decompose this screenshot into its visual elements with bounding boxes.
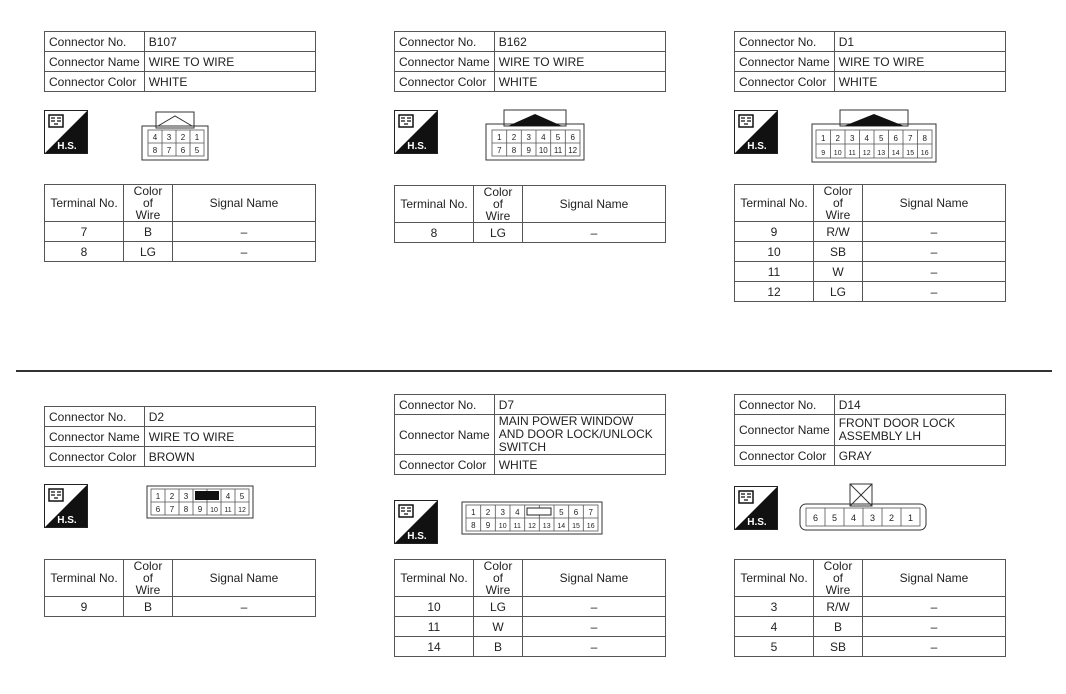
- svg-text:4: 4: [541, 133, 546, 142]
- table-row: 9 B –: [45, 597, 316, 617]
- svg-text:15: 15: [906, 150, 915, 157]
- svg-text:16: 16: [920, 150, 929, 157]
- table-row: 10 LG –: [395, 597, 666, 617]
- svg-text:5: 5: [559, 508, 564, 517]
- connector-color-value: GRAY: [834, 446, 1005, 466]
- label-connector-name: Connector Name: [735, 52, 835, 72]
- svg-text:3: 3: [526, 133, 531, 142]
- svg-text:6: 6: [180, 146, 186, 155]
- header-color-of-wire: Color of Wire: [474, 186, 523, 223]
- svg-text:5: 5: [239, 492, 245, 501]
- connector-name-value: WIRE TO WIRE: [834, 52, 1005, 72]
- terminal-table-d14: [734, 559, 1006, 657]
- svg-text:7: 7: [588, 508, 593, 517]
- header-terminal-no: Terminal No.: [395, 186, 474, 223]
- svg-text:H.S.: H.S.: [407, 531, 427, 542]
- svg-text:5: 5: [878, 134, 884, 143]
- svg-text:4: 4: [515, 508, 520, 517]
- connector-name-value: WIRE TO WIRE: [494, 52, 665, 72]
- svg-text:2: 2: [888, 513, 895, 523]
- header-terminal-no: Terminal No.: [735, 185, 814, 222]
- header-signal-name: Signal Name: [523, 560, 666, 597]
- header-color-of-wire: Color of Wire: [474, 560, 523, 597]
- svg-text:H.S.: H.S.: [747, 517, 767, 528]
- pin-grid: [148, 130, 204, 156]
- svg-text:H.S.: H.S.: [57, 515, 77, 526]
- svg-text:14: 14: [891, 150, 900, 157]
- svg-text:3: 3: [183, 492, 189, 501]
- label-connector-no: Connector No.: [735, 32, 835, 52]
- label-connector-color: Connector Color: [395, 455, 495, 475]
- svg-text:1: 1: [907, 513, 914, 523]
- connector-name-value: FRONT DOOR LOCK ASSEMBLY LH: [834, 415, 1005, 446]
- svg-text:4: 4: [152, 133, 158, 142]
- connector-d7: [394, 394, 666, 475]
- connector-color-value: WHITE: [144, 72, 315, 92]
- terminal-table-b107: [44, 184, 316, 262]
- svg-text:10: 10: [498, 523, 507, 530]
- header-signal-name: Signal Name: [173, 560, 316, 597]
- svg-text:1: 1: [497, 133, 502, 142]
- label-connector-name: Connector Name: [45, 427, 145, 447]
- label-connector-no: Connector No.: [735, 395, 835, 415]
- terminal-table-b162: [394, 185, 666, 243]
- svg-text:12: 12: [528, 523, 536, 530]
- svg-text:5: 5: [831, 513, 838, 523]
- connector-no-value: B162: [494, 32, 665, 52]
- connector-d2: [44, 406, 316, 467]
- connector-color-value: BROWN: [144, 447, 315, 467]
- terminal-table-d2: [44, 559, 316, 617]
- svg-text:1: 1: [820, 134, 826, 143]
- svg-text:2: 2: [511, 133, 517, 142]
- connector-name-value: WIRE TO WIRE: [144, 427, 315, 447]
- terminal-table-d7: [394, 559, 666, 657]
- svg-text:H.S.: H.S.: [57, 141, 77, 152]
- svg-text:6: 6: [570, 133, 575, 142]
- svg-text:2: 2: [485, 508, 491, 517]
- svg-text:4: 4: [225, 492, 231, 501]
- label-connector-color: Connector Color: [45, 72, 145, 92]
- svg-text:13: 13: [877, 150, 886, 157]
- svg-text:4: 4: [864, 134, 869, 143]
- label-connector-name: Connector Name: [45, 52, 145, 72]
- svg-text:3: 3: [166, 133, 172, 142]
- hs-icon: [44, 484, 88, 528]
- header-terminal-no: Terminal No.: [395, 560, 474, 597]
- hs-icon: [44, 110, 88, 154]
- svg-text:6: 6: [893, 134, 898, 143]
- svg-text:10: 10: [210, 507, 218, 514]
- svg-text:5: 5: [555, 133, 561, 142]
- connector-d7-face: [460, 500, 604, 541]
- label-connector-name: Connector Name: [395, 415, 495, 455]
- header-color-of-wire: Color of Wire: [814, 185, 863, 222]
- header-signal-name: Signal Name: [863, 185, 1006, 222]
- label-connector-name: Connector Name: [395, 52, 495, 72]
- svg-text:8: 8: [922, 134, 927, 143]
- hs-icon: [734, 110, 778, 154]
- svg-text:3: 3: [869, 513, 876, 523]
- connector-d14-face: [798, 482, 928, 537]
- terminal-table-d1: [734, 184, 1006, 302]
- svg-text:13: 13: [542, 523, 551, 530]
- header-terminal-no: Terminal No.: [45, 560, 124, 597]
- svg-text:11: 11: [513, 523, 521, 530]
- svg-text:2: 2: [835, 134, 840, 143]
- header-signal-name: Signal Name: [523, 186, 666, 223]
- svg-text:7: 7: [907, 134, 913, 143]
- connector-b107: [44, 31, 316, 92]
- svg-text:6: 6: [812, 513, 819, 523]
- label-connector-name: Connector Name: [735, 415, 835, 446]
- table-row: 11 W –: [735, 262, 1006, 282]
- svg-text:16: 16: [586, 523, 595, 530]
- table-row: 7 B –: [45, 222, 316, 242]
- table-row: 5 SB –: [735, 637, 1006, 657]
- table-row: 11 W –: [395, 617, 666, 637]
- svg-text:15: 15: [572, 523, 580, 530]
- svg-text:1: 1: [155, 492, 161, 501]
- svg-text:10: 10: [538, 146, 548, 155]
- svg-text:9: 9: [821, 150, 826, 157]
- table-row: 8 LG –: [45, 242, 316, 262]
- header-color-of-wire: Color of Wire: [814, 560, 863, 597]
- label-connector-no: Connector No.: [395, 32, 495, 52]
- connector-color-value: WHITE: [494, 455, 665, 475]
- connector-no-value: D14: [834, 395, 1005, 415]
- connector-color-value: WHITE: [494, 72, 665, 92]
- svg-text:9: 9: [526, 146, 531, 155]
- label-connector-color: Connector Color: [735, 72, 835, 92]
- header-terminal-no: Terminal No.: [45, 185, 124, 222]
- svg-text:4: 4: [850, 513, 857, 523]
- connector-no-value: D1: [834, 32, 1005, 52]
- hs-icon: [394, 110, 438, 154]
- hs-icon: [394, 500, 438, 544]
- svg-text:3: 3: [849, 134, 855, 143]
- connector-d14: [734, 394, 1006, 466]
- svg-text:12: 12: [862, 150, 871, 157]
- svg-text:14: 14: [557, 523, 566, 530]
- header-signal-name: Signal Name: [173, 185, 316, 222]
- connector-d2-face: [145, 484, 255, 525]
- svg-text:H.S.: H.S.: [407, 141, 427, 152]
- svg-text:7: 7: [497, 146, 502, 155]
- connector-color-value: WHITE: [834, 72, 1005, 92]
- connector-d1-face: [810, 108, 940, 169]
- svg-text:6: 6: [155, 505, 161, 514]
- label-connector-color: Connector Color: [45, 447, 145, 467]
- svg-text:9: 9: [197, 505, 203, 514]
- connector-no-value: D2: [144, 407, 315, 427]
- label-connector-no: Connector No.: [395, 395, 495, 415]
- header-signal-name: Signal Name: [863, 560, 1006, 597]
- connector-b162: [394, 31, 666, 92]
- connector-no-value: B107: [144, 32, 315, 52]
- svg-text:8: 8: [471, 521, 476, 530]
- connector-b107-face: [140, 110, 212, 167]
- svg-text:H.S.: H.S.: [747, 141, 767, 152]
- header-color-of-wire: Color of Wire: [124, 185, 173, 222]
- svg-text:9: 9: [485, 521, 491, 530]
- svg-text:1: 1: [194, 133, 200, 142]
- table-row: 10 SB –: [735, 242, 1006, 262]
- header-color-of-wire: Color of Wire: [124, 560, 173, 597]
- table-row: 8 LG –: [395, 223, 666, 243]
- header-terminal-no: Terminal No.: [735, 560, 814, 597]
- label-connector-no: Connector No.: [45, 407, 145, 427]
- connector-name-value: WIRE TO WIRE: [144, 52, 315, 72]
- hs-icon: [734, 486, 778, 530]
- table-row: 3 R/W –: [735, 597, 1006, 617]
- svg-text:7: 7: [169, 505, 175, 514]
- svg-text:8: 8: [183, 505, 189, 514]
- table-row: 14 B –: [395, 637, 666, 657]
- svg-text:10: 10: [833, 150, 842, 157]
- svg-text:1: 1: [471, 508, 476, 517]
- connector-b162-face: [484, 108, 588, 167]
- connector-name-value: MAIN POWER WINDOW AND DOOR LOCK/UNLOCK SWITCH: [494, 415, 665, 455]
- svg-text:6: 6: [573, 508, 579, 517]
- svg-text:2: 2: [180, 133, 186, 142]
- table-row: 4 B –: [735, 617, 1006, 637]
- label-connector-color: Connector Color: [735, 446, 835, 466]
- connector-no-value: D7: [494, 395, 665, 415]
- svg-text:8: 8: [152, 146, 158, 155]
- label-connector-no: Connector No.: [45, 32, 145, 52]
- svg-text:12: 12: [568, 146, 578, 155]
- svg-text:8: 8: [511, 146, 517, 155]
- svg-text:5: 5: [194, 146, 200, 155]
- svg-text:3: 3: [500, 508, 505, 517]
- section-divider: [16, 370, 1052, 372]
- table-row: 12 LG –: [735, 282, 1006, 302]
- svg-text:2: 2: [169, 492, 175, 501]
- svg-text:11: 11: [224, 507, 232, 514]
- svg-text:11: 11: [848, 150, 856, 157]
- table-row: 9 R/W –: [735, 222, 1006, 242]
- svg-text:7: 7: [166, 146, 172, 155]
- label-connector-color: Connector Color: [395, 72, 495, 92]
- connector-d1: [734, 31, 1006, 92]
- svg-text:11: 11: [553, 146, 563, 155]
- connector-info-table: [44, 31, 316, 92]
- svg-text:12: 12: [238, 507, 246, 514]
